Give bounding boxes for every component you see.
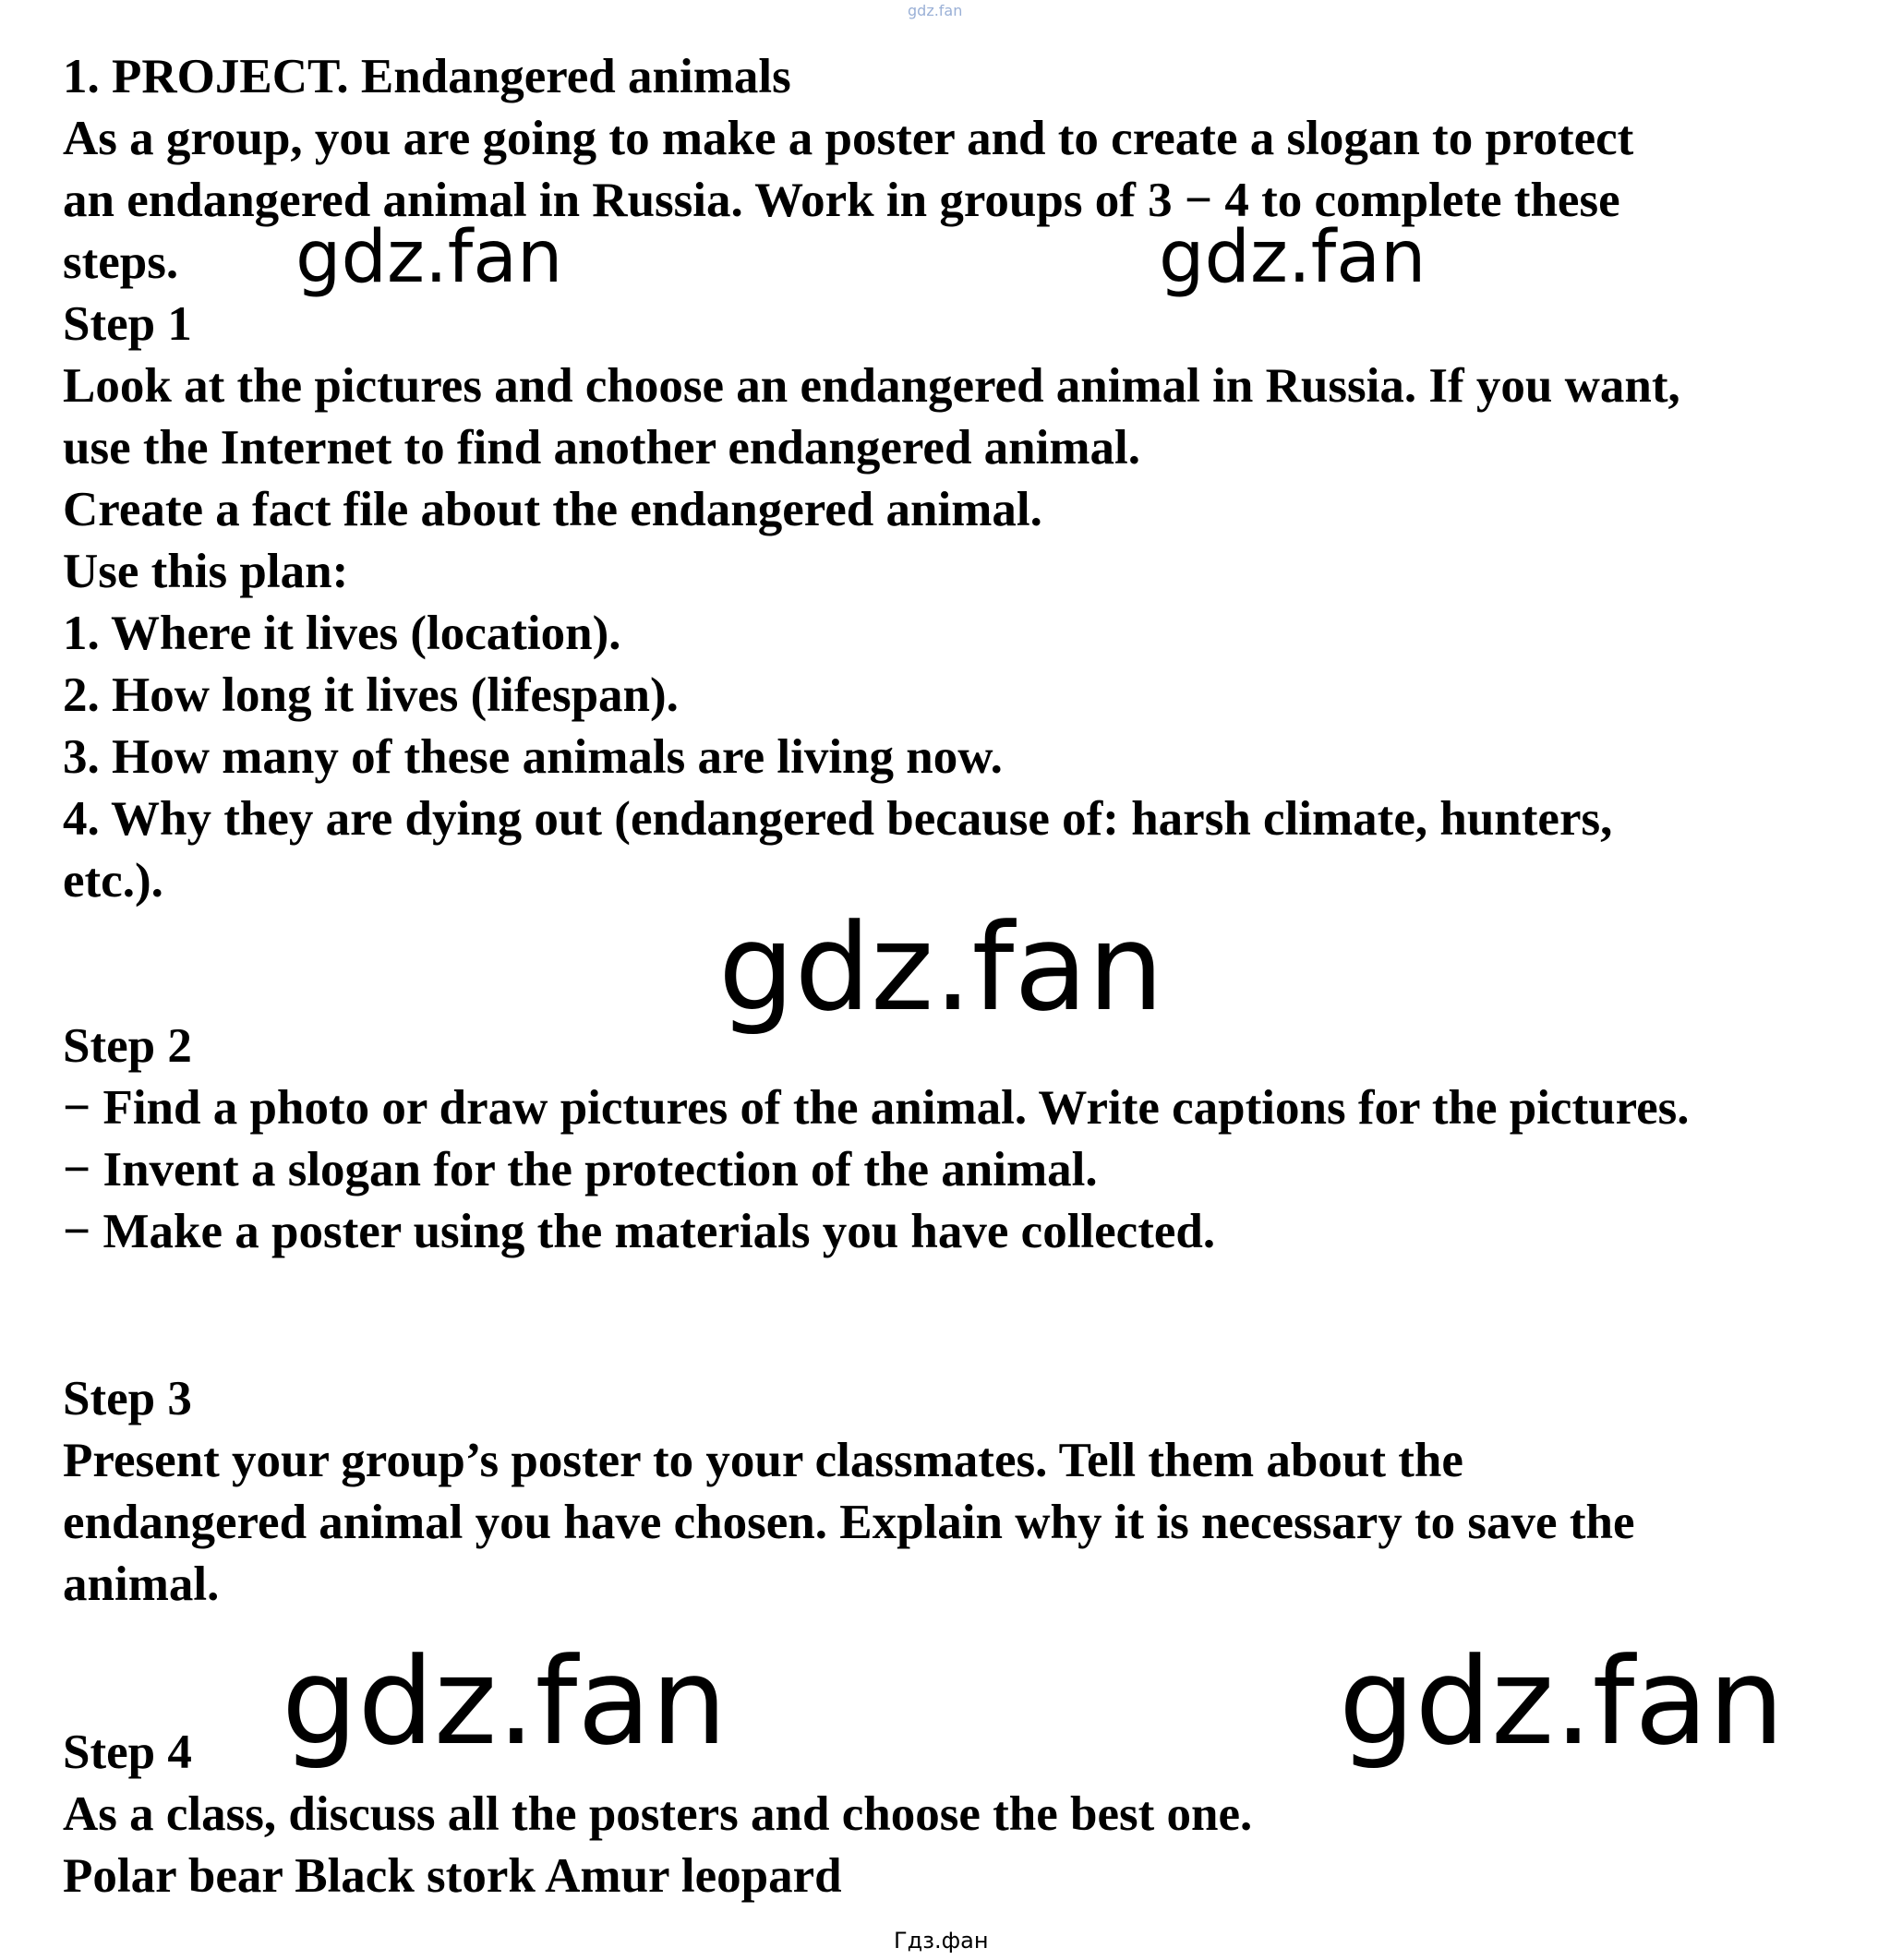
step4-line-1: As a class, discuss all the posters and choose the best one. xyxy=(63,1787,1253,1841)
step1-line-2: use the Internet to find another endangered animal. xyxy=(63,421,1141,475)
step3-line-3: animal. xyxy=(63,1557,220,1611)
step2-line-2: − Invent a slogan for the protection of the animal. xyxy=(63,1143,1098,1196)
watermark-5: gdz.fan xyxy=(1339,1631,1785,1772)
step3-line-1: Present your group’s poster to your classmates. Tell them about the xyxy=(63,1434,1463,1487)
step1-line-1: Look at the pictures and choose an endangered animal in Russia. If you want, xyxy=(63,359,1680,413)
step4-heading: Step 4 xyxy=(63,1726,192,1779)
plan-item-4: 4. Why they are dying out (endangered because of: harsh climate, hunters, xyxy=(63,792,1613,846)
animal-names: Polar bear Black stork Amur leopard xyxy=(63,1849,842,1903)
document-title: 1. PROJECT. Endangered animals xyxy=(63,50,791,103)
step2-heading: Step 2 xyxy=(63,1019,192,1073)
footer-text: Гдз.фан xyxy=(894,1928,989,1954)
watermark-3: gdz.fan xyxy=(718,897,1164,1038)
plan-item-2: 2. How long it lives (lifespan). xyxy=(63,668,679,722)
intro-line-2: an endangered animal in Russia. Work in groups of 3 − 4 to complete these xyxy=(63,174,1620,227)
intro-line-3: steps. xyxy=(63,235,179,289)
watermark-1: gdz.fan xyxy=(295,216,563,299)
plan-item-3: 3. How many of these animals are living now. xyxy=(63,730,1003,784)
step2-line-1: − Find a photo or draw pictures of the animal. Write captions for the pictures. xyxy=(63,1081,1690,1135)
plan-item-1: 1. Where it lives (location). xyxy=(63,607,621,660)
watermark-2: gdz.fan xyxy=(1159,216,1427,299)
step1-line-4: Use this plan: xyxy=(63,545,349,598)
intro-line-1: As a group, you are going to make a poster and to create a slogan to protect xyxy=(63,112,1634,165)
step2-line-3: − Make a poster using the materials you have collected. xyxy=(63,1205,1216,1258)
step1-line-3: Create a fact file about the endangered animal. xyxy=(63,483,1042,536)
watermark-4: gdz.fan xyxy=(282,1631,728,1772)
step3-heading: Step 3 xyxy=(63,1372,192,1425)
step1-heading: Step 1 xyxy=(63,297,192,351)
plan-item-4-cont: etc.). xyxy=(63,854,163,908)
top-watermark: gdz.fan xyxy=(908,2,963,19)
step3-line-2: endangered animal you have chosen. Explain why it is necessary to save the xyxy=(63,1496,1635,1549)
